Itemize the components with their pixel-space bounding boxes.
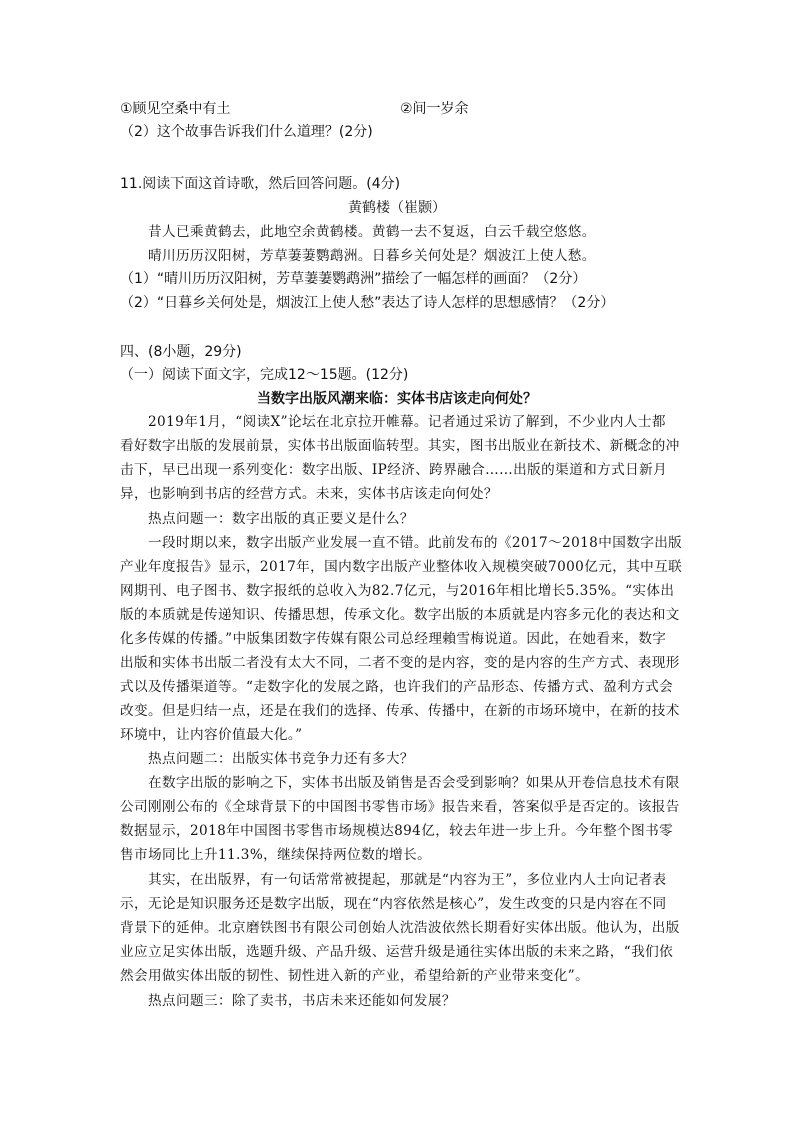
q11-subquestion-2: （2）“日暮乡关何处是，烟波江上使人愁”表达了诗人怎样的思想感情？（2分）	[120, 295, 615, 311]
article-line: 公司刚刚公布的《全球背景下的中国图书零售市场》报告来看，答案似乎是否定的。该报告	[120, 799, 680, 815]
poem-title: 黄鹤楼（崔颢）	[348, 200, 446, 216]
article-line: 版的本质就是传递知识、传播思想，传承文化。数字出版的本质就是内容多元化的表达和文	[120, 607, 680, 623]
article-line: 示，无论是知识服务还是数字出版，现在“内容依然是核心”，发生改变的只是内容在不同	[120, 896, 667, 912]
article-line: 数据显示，2018年中国图书零售市场规模达894亿，较去年进一步上升。今年整个图书零	[120, 823, 674, 839]
q10-subquestion-2: （2）这个故事告诉我们什么道理？(2分)	[120, 124, 373, 140]
q10-option-1: ①顾见空桑中有土	[120, 101, 231, 117]
article-line: 改变。但是归结一点，还是在我们的选择、传承、传播中，在新的市场环境中，在新的技术	[120, 703, 680, 719]
article-line: 业应立足实体出版，选题升级、产品升级、运营升级是通往实体出版的未来之路，“我们依	[120, 944, 674, 960]
article-line: 化多传媒的传播。”中版集团数字传媒有限公司总经理賴雪梅说道。因此，在她看来，数字	[120, 631, 667, 647]
article-line: 其实，在出版界，有一句话常常被提起，那就是“内容为王”，多位业内人士向记者表	[148, 872, 667, 888]
hot-question-3: 热点问题三：除了卖书，书店未来还能如何发展？	[148, 993, 456, 1009]
hot-question-2: 热点问题二：出版实体书竞争力还有多大？	[148, 751, 414, 767]
q11-subquestion-1: （1）“晴川历历汉阳树，芳草萋萋鹦鹉洲”描绘了一幅怎样的画面？（2分）	[120, 271, 587, 287]
article-line: 产业年度报告》显示，2017年，国内数字出版产业整体收入规模突破7000亿元，其中互联	[120, 559, 683, 575]
section-4-part-1: （一）阅读下面文字，完成12～15题。(12分)	[120, 367, 409, 383]
section-4-heading: 四、(8小题，29分)	[120, 344, 242, 360]
article-line: 背景下的延伸。北京磨铁图书有限公司创始人沈浩波依然长期看好实体出版。他认为，出版	[120, 920, 680, 936]
hot-question-1: 热点问题一：数字出版的真正要义是什么？	[148, 511, 414, 527]
article-title: 当数字出版风潮来临：实体书店该走向何处？	[257, 391, 537, 407]
poem-line-1: 昔人已乘黄鹤去，此地空余黄鹤楼。黄鹤一去不复返，白云千载空悠悠。	[148, 224, 596, 240]
article-line: 异，也影响到书店的经营方式。未来，实体书店该走向何处？	[120, 486, 498, 502]
article-line: 出版和实体书出版二者没有太大不同，二者不变的是内容，变的是内容的生产方式、表现形	[120, 655, 680, 671]
article-line: 网期刊、电子图书、数字报纸的总收入为82.7亿元，与2016年相比增长5.35%。“实体出	[120, 583, 675, 599]
article-line: 售市场同比上升11.3%，继续保持两位数的增长。	[120, 847, 432, 863]
q10-option-2: ②间一岁余	[400, 101, 469, 117]
article-line: 看好数字出版的发展前景，实体书出版面临转型。其实，图书出版业在新技术、新概念的冲	[120, 438, 680, 454]
article-line: 在数字出版的影响之下，实体书出版及销售是否会受到影响？如果从开卷信息技术有限	[148, 775, 680, 791]
poem-line-2: 晴川历历汉阳树，芳草萋萋鹦鹉洲。日暮乡关何处是？烟波江上使人愁。	[148, 248, 596, 264]
article-line: 2019年1月，“阅读X”论坛在北京拉开帷幕。记者通过采访了解到，不少业内人士都	[148, 414, 666, 430]
article-line: 一段时期以来，数字出版产业发展一直不错。此前发布的《2017～2018中国数字出版	[148, 535, 683, 551]
article-line: 式以及传播渠道等。“走数字化的发展之路，也许我们的产品形态、传播方式、盈利方式会	[120, 679, 674, 695]
article-line: 然会用做实体出版的韧性、韧性进入新的产业，希望给新的产业带来变化”。	[120, 968, 590, 984]
article-line: 击下，早已出现一系列变化：数字出版、IP经济、跨界融合……出版的渠道和方式日新月	[120, 462, 668, 478]
q11-prompt: 11.阅读下面这首诗歌，然后回答问题。(4分)	[120, 176, 401, 192]
article-line: 环境中，让内容价值最大化。”	[120, 727, 303, 743]
